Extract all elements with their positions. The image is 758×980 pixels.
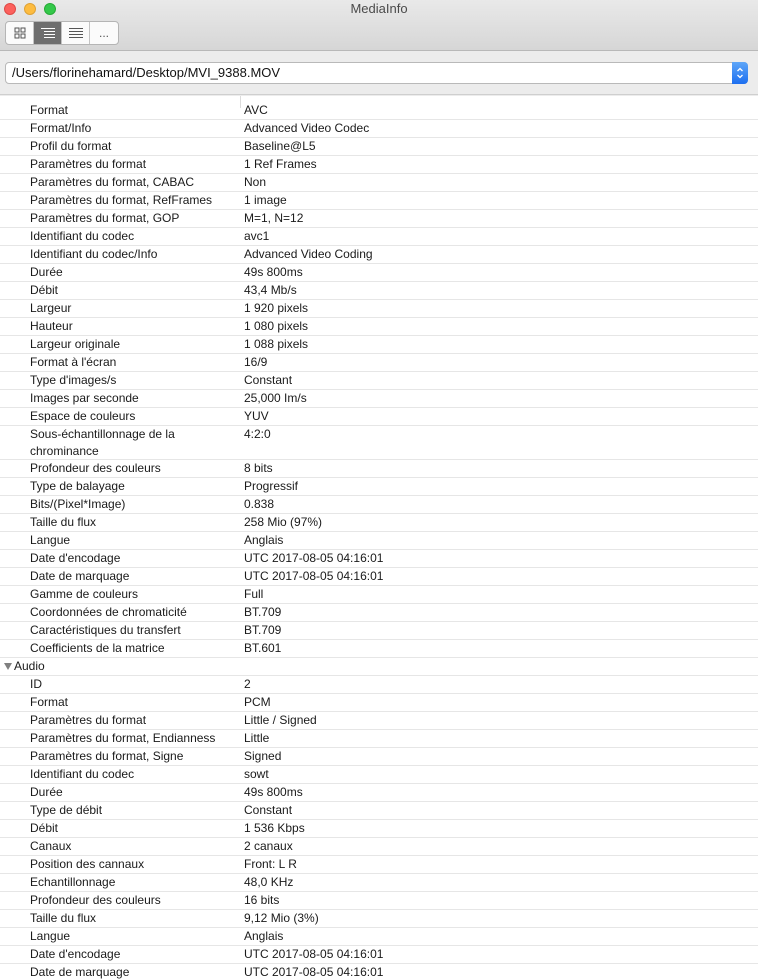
info-key: Echantillonnage <box>30 875 116 889</box>
text-view-icon <box>68 27 84 39</box>
info-row <box>0 102 758 120</box>
view-mode-toggle <box>5 21 119 45</box>
info-row <box>0 838 758 856</box>
info-key: Taille du flux <box>30 515 97 529</box>
info-value: Anglais <box>244 929 284 943</box>
info-key: Largeur <box>30 301 72 315</box>
info-value: 1 080 pixels <box>244 319 309 333</box>
info-key: Format <box>30 103 69 117</box>
info-value: BT.709 <box>244 623 282 637</box>
info-value: 2 canaux <box>244 839 293 853</box>
info-row <box>0 568 758 586</box>
info-row <box>0 318 758 336</box>
info-row <box>0 336 758 354</box>
disclosure-triangle-icon[interactable] <box>4 663 12 670</box>
info-value: 49s 800ms <box>244 265 303 279</box>
info-value: Baseline@L5 <box>244 139 316 153</box>
info-value: 1 088 pixels <box>244 337 309 351</box>
info-value: 2 <box>244 677 251 691</box>
chevron-up-down-icon <box>736 66 744 80</box>
info-row <box>0 300 758 318</box>
info-key: Identifiant du codec <box>30 767 135 781</box>
info-value: UTC 2017-08-05 04:16:01 <box>244 569 384 583</box>
info-key: Format <box>30 695 69 709</box>
info-key: Paramètres du format, GOP <box>30 211 180 225</box>
info-row <box>0 712 758 730</box>
info-row <box>0 946 758 964</box>
info-row <box>0 460 758 478</box>
info-key: Espace de couleurs <box>30 409 136 423</box>
info-key: Identifiant du codec <box>30 229 135 243</box>
info-value: UTC 2017-08-05 04:16:01 <box>244 965 384 979</box>
info-key: Canaux <box>30 839 72 853</box>
info-row <box>0 354 758 372</box>
info-key: Langue <box>30 929 71 943</box>
info-value: Constant <box>244 803 293 817</box>
info-row <box>0 120 758 138</box>
info-value: 1 920 pixels <box>244 301 309 315</box>
info-row <box>0 730 758 748</box>
tree-view-button[interactable] <box>34 22 62 44</box>
grid-view-button[interactable] <box>6 22 34 44</box>
info-key: Sous-échantillonnage de la chrominance <box>30 427 175 458</box>
info-row <box>0 874 758 892</box>
info-value: UTC 2017-08-05 04:16:01 <box>244 551 384 565</box>
info-value: M=1, N=12 <box>244 211 304 225</box>
info-row <box>0 766 758 784</box>
info-key: Coordonnées de chromaticité <box>30 605 187 619</box>
info-key: ID <box>30 677 42 691</box>
more-views-button[interactable] <box>90 22 118 44</box>
info-value: 16 bits <box>244 893 280 907</box>
info-row <box>0 622 758 640</box>
info-key: Durée <box>30 785 63 799</box>
info-value: 8 bits <box>244 461 273 475</box>
info-value: AVC <box>244 103 268 117</box>
info-row <box>0 694 758 712</box>
info-row <box>0 192 758 210</box>
info-row <box>0 390 758 408</box>
info-value: Little / Signed <box>244 713 317 727</box>
info-row <box>0 784 758 802</box>
info-rows <box>0 102 758 980</box>
info-value: sowt <box>244 767 269 781</box>
info-row <box>0 156 758 174</box>
info-row <box>0 928 758 946</box>
info-key: Débit <box>30 821 59 835</box>
file-path-select[interactable] <box>5 62 748 84</box>
info-key: Débit <box>30 283 59 297</box>
title-bar <box>0 0 758 51</box>
info-value: Advanced Video Coding <box>244 247 373 261</box>
info-row <box>0 408 758 426</box>
info-key: Caractéristiques du transfert <box>30 623 181 637</box>
info-value: 4:2:0 <box>244 427 271 441</box>
info-key: Taille du flux <box>30 911 97 925</box>
info-row <box>0 550 758 568</box>
info-row <box>0 640 758 658</box>
info-key: Position des cannaux <box>30 857 145 871</box>
tree-view-icon <box>40 27 56 39</box>
info-value: 1 image <box>244 193 287 207</box>
info-value: 48,0 KHz <box>244 875 294 889</box>
info-value: 9,12 Mio (3%) <box>244 911 319 925</box>
info-key: Format/Info <box>30 121 92 135</box>
info-key: Bits/(Pixel*Image) <box>30 497 126 511</box>
info-value: Constant <box>244 373 293 387</box>
info-key: Images par seconde <box>30 391 139 405</box>
info-key: Date de marquage <box>30 569 130 583</box>
info-row <box>0 514 758 532</box>
info-value: 25,000 Im/s <box>244 391 307 405</box>
info-value: Signed <box>244 749 282 763</box>
info-row <box>0 802 758 820</box>
info-value: 43,4 Mb/s <box>244 283 297 297</box>
info-tree[interactable] <box>0 96 758 980</box>
info-key: Type de débit <box>30 803 103 817</box>
text-view-button[interactable] <box>62 22 90 44</box>
info-key: Paramètres du format, Endianness <box>30 731 216 745</box>
file-path-bar <box>0 51 758 95</box>
info-value: PCM <box>244 695 271 709</box>
info-row <box>0 532 758 550</box>
info-row <box>0 138 758 156</box>
info-row <box>0 892 758 910</box>
info-value: avc1 <box>244 229 270 243</box>
info-row <box>0 210 758 228</box>
info-key: Type de balayage <box>30 479 125 493</box>
info-value: Anglais <box>244 533 284 547</box>
info-key: Profondeur des couleurs <box>30 461 161 475</box>
info-value: 258 Mio (97%) <box>244 515 323 529</box>
info-value: 0.838 <box>244 497 275 511</box>
info-key: Date d'encodage <box>30 947 121 961</box>
info-row <box>0 604 758 622</box>
info-row <box>0 246 758 264</box>
info-row <box>0 910 758 928</box>
info-key: Gamme de couleurs <box>30 587 139 601</box>
path-stepper-icon[interactable] <box>732 62 748 84</box>
info-row <box>0 748 758 766</box>
info-key: Paramètres du format, CABAC <box>30 175 195 189</box>
info-key: Hauteur <box>30 319 73 333</box>
info-value: Full <box>244 587 264 601</box>
section-label: Audio <box>14 659 45 673</box>
info-key: Identifiant du codec/Info <box>30 247 158 261</box>
info-key: Paramètres du format <box>30 157 147 171</box>
info-value: YUV <box>244 409 269 423</box>
info-key: Format à l'écran <box>30 355 117 369</box>
info-key: Date de marquage <box>30 965 130 979</box>
info-row <box>0 282 758 300</box>
info-key: Date d'encodage <box>30 551 121 565</box>
info-value: 49s 800ms <box>244 785 303 799</box>
info-value: 1 536 Kbps <box>244 821 305 835</box>
file-path-value: /Users/florinehamard/Desktop/MVI_9388.MOV <box>12 65 281 80</box>
info-value: Little <box>244 731 270 745</box>
info-row <box>0 372 758 390</box>
info-row <box>0 496 758 514</box>
info-value: Advanced Video Codec <box>244 121 370 135</box>
info-key: Profondeur des couleurs <box>30 893 161 907</box>
info-row <box>0 264 758 282</box>
info-row <box>0 856 758 874</box>
info-value: Front: L R <box>244 857 297 871</box>
info-value: BT.601 <box>244 641 282 655</box>
info-key: Type d'images/s <box>30 373 117 387</box>
info-row <box>0 174 758 192</box>
info-value: 1 Ref Frames <box>244 157 317 171</box>
info-value: Progressif <box>244 479 299 493</box>
info-key: Profil du format <box>30 139 112 153</box>
section-header-audio[interactable] <box>0 658 758 676</box>
info-key: Paramètres du format <box>30 713 147 727</box>
info-key: Largeur originale <box>30 337 121 351</box>
info-key: Paramètres du format, Signe <box>30 749 184 763</box>
info-row <box>0 586 758 604</box>
info-row <box>0 820 758 838</box>
info-value: Non <box>244 175 267 189</box>
info-row <box>0 228 758 246</box>
grid-view-icon <box>14 27 26 39</box>
more-icon: ... <box>98 26 109 40</box>
info-row <box>0 964 758 980</box>
info-key: Durée <box>30 265 63 279</box>
info-row <box>0 676 758 694</box>
info-row <box>0 426 758 460</box>
info-value: UTC 2017-08-05 04:16:01 <box>244 947 384 961</box>
window-title: MediaInfo <box>350 1 408 16</box>
info-row <box>0 478 758 496</box>
info-key: Coefficients de la matrice <box>30 641 165 655</box>
info-value: 16/9 <box>244 355 268 369</box>
info-key: Langue <box>30 533 71 547</box>
info-value: BT.709 <box>244 605 282 619</box>
info-key: Paramètres du format, RefFrames <box>30 193 213 207</box>
